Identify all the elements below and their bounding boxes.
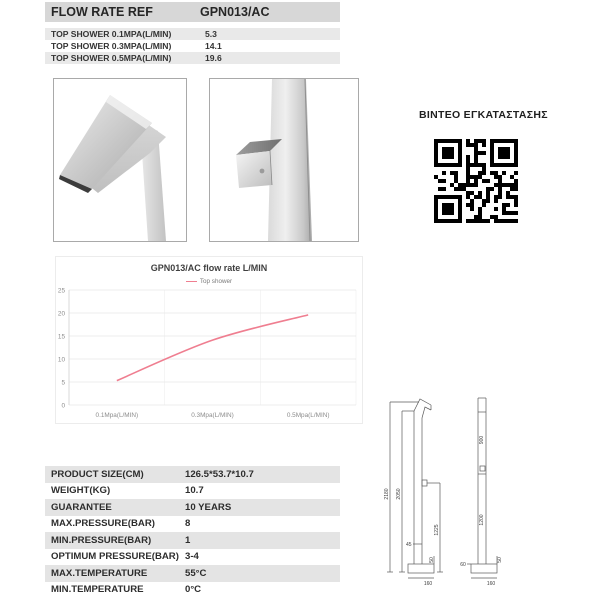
row-label: PRODUCT SIZE(CM) — [51, 468, 144, 480]
row-label: MIN.TEMPERATURE — [51, 584, 144, 596]
installation-video-label: ΒΙΝΤΕΟ ΕΓΚΑΤΑΣΤΑΣΗΣ — [419, 109, 548, 121]
row-value: 3-4 — [185, 551, 199, 563]
svg-text:25: 25 — [57, 287, 65, 295]
flow-rate-rows — [45, 28, 340, 64]
row-value: 14.1 — [205, 41, 222, 51]
chart-legend — [56, 278, 362, 285]
flow-rate-table — [45, 2, 340, 63]
dim-base-height-front: 50 — [497, 557, 503, 563]
svg-text:0.1Mpa(L/MIN): 0.1Mpa(L/MIN) — [95, 412, 139, 419]
table-row — [45, 28, 340, 40]
row-value: 0°C — [185, 584, 202, 596]
chart-title: GPN013/AC flow rate L/MIN — [150, 263, 268, 273]
table-row — [45, 40, 340, 52]
row-value: 126.5*53.7*10.7 — [185, 468, 254, 480]
qr-code — [432, 139, 520, 223]
row-label: WEIGHT(KG) — [51, 485, 111, 497]
table-row — [45, 499, 340, 516]
table-row — [45, 52, 340, 64]
chart-plot-area — [56, 285, 362, 423]
row-label: MAX.TEMPERATURE — [51, 567, 148, 579]
dim-body-height: 2050 — [396, 488, 402, 500]
row-label: MAX.PRESSURE(BAR) — [51, 518, 155, 530]
row-value: 10 YEARS — [185, 501, 232, 513]
product-photo-column — [209, 78, 359, 242]
row-label: GUARANTEE — [51, 501, 112, 513]
row-value: 8 — [185, 518, 191, 530]
row-value: 5.3 — [205, 29, 217, 39]
row-label: TOP SHOWER 0.5MPA(L/MIN) — [51, 53, 172, 63]
row-label: TOP SHOWER 0.1MPA(L/MIN) — [51, 29, 172, 39]
row-value: 10.7 — [185, 485, 204, 497]
column-illustration — [210, 79, 358, 241]
table-row — [45, 516, 340, 533]
svg-text:0: 0 — [61, 402, 65, 410]
svg-text:5: 5 — [61, 379, 65, 387]
spout-illustration — [54, 79, 186, 241]
row-label: MIN.PRESSURE(BAR) — [51, 534, 152, 546]
table-row — [45, 549, 340, 566]
svg-text:10: 10 — [57, 356, 65, 364]
row-value: 55°C — [185, 567, 207, 579]
dim-depth: 45 — [406, 542, 412, 548]
qr-code-image — [432, 139, 520, 223]
flow-rate-chart — [55, 256, 363, 424]
dim-lower-segment: 1200 — [479, 514, 485, 526]
dim-base-width-side: 160 — [423, 581, 433, 587]
flow-rate-header-label: FLOW RATE REF — [51, 5, 153, 19]
row-value: 19.6 — [205, 53, 222, 63]
svg-text:0.5Mpa(L/MIN): 0.5Mpa(L/MIN) — [286, 412, 330, 419]
svg-text:20: 20 — [57, 310, 65, 318]
table-row — [45, 565, 340, 582]
dim-base-width-front: 160 — [486, 581, 496, 587]
legend-swatch — [186, 281, 197, 283]
legend-label: Top shower — [199, 278, 233, 285]
dim-base-height-side: 50 — [429, 557, 435, 563]
dim-offset: 60 — [460, 562, 466, 568]
technical-drawing — [383, 394, 531, 600]
product-ref: GPN013/AC — [200, 5, 270, 19]
row-value: 1 — [185, 534, 191, 546]
table-row — [45, 483, 340, 500]
row-label: TOP SHOWER 0.3MPA(L/MIN) — [51, 41, 172, 51]
dim-knob-height: 1225 — [434, 524, 440, 536]
product-photo-spout — [53, 78, 187, 242]
table-row — [45, 466, 340, 483]
dim-upper-segment: 900 — [479, 435, 485, 445]
flow-rate-table-header — [45, 2, 340, 22]
series-line-top-shower — [117, 315, 308, 381]
table-row — [45, 532, 340, 549]
table-row — [45, 582, 340, 599]
svg-text:15: 15 — [57, 333, 65, 341]
spec-table — [45, 466, 340, 598]
dim-overall-height: 2180 — [384, 488, 390, 500]
svg-text:0.3Mpa(L/MIN): 0.3Mpa(L/MIN) — [191, 412, 234, 419]
row-label: OPTIMUM PRESSURE(BAR) — [51, 551, 179, 563]
